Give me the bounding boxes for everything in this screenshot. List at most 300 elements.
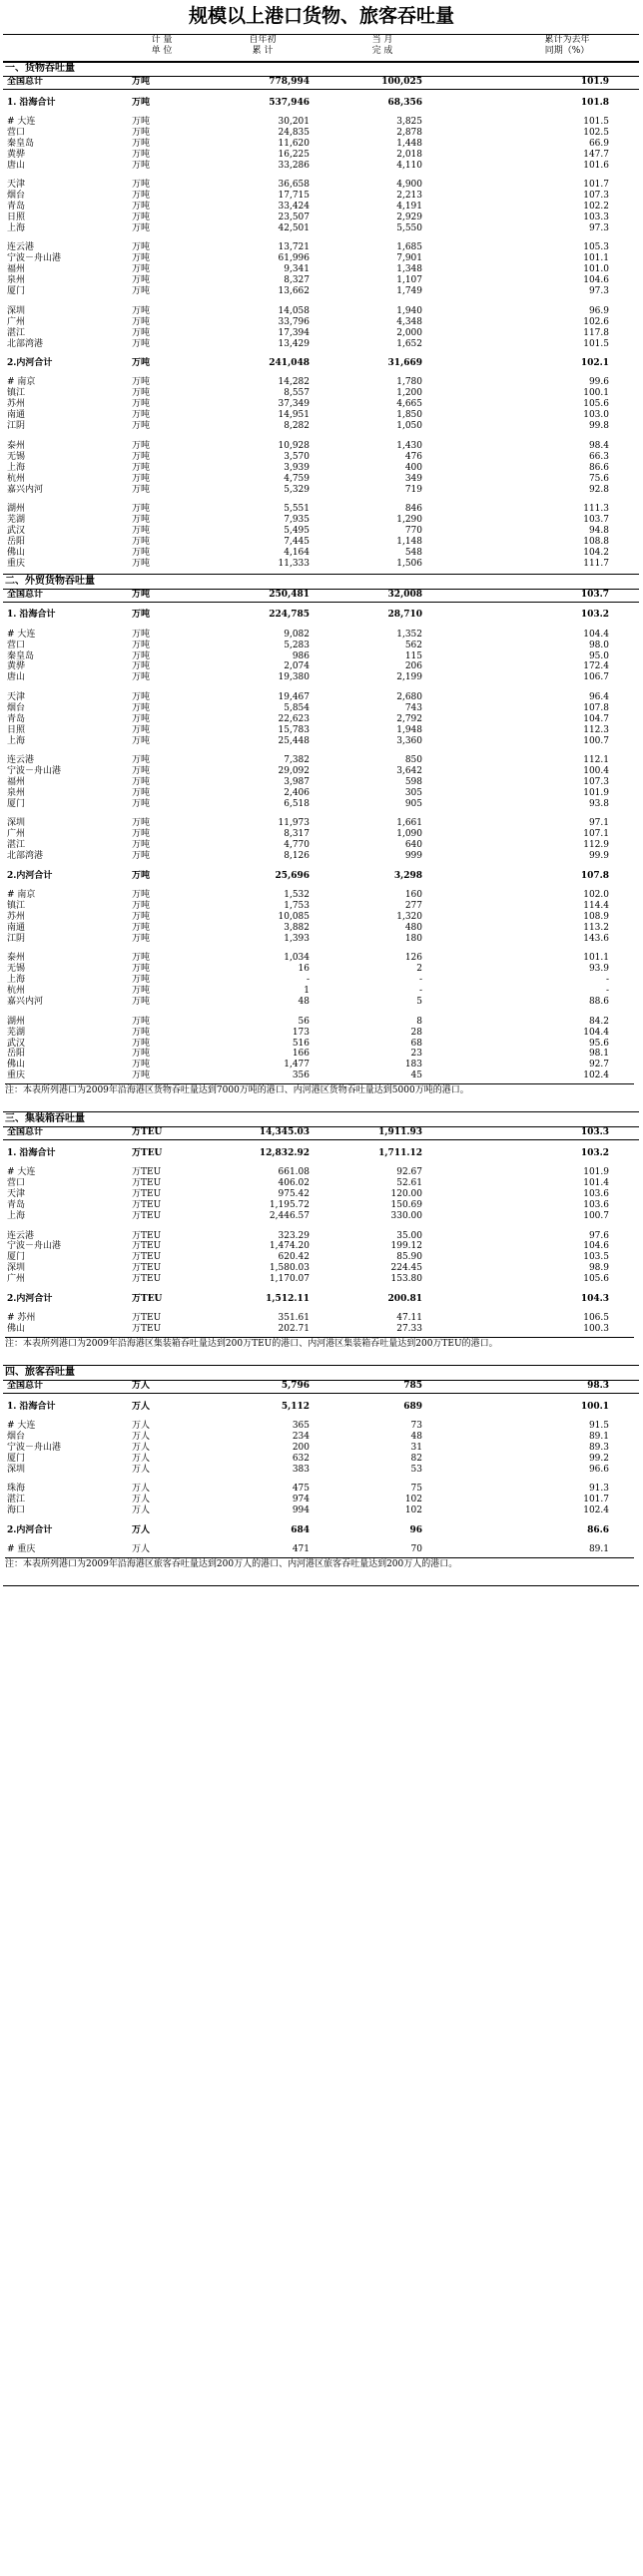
table-row — [3, 559, 639, 570]
port-name: 嘉兴内河 — [7, 484, 44, 495]
pct-cell: 112.1 — [583, 755, 609, 766]
ytd-cell: 22,623 — [278, 713, 310, 724]
pct-cell: 103.6 — [583, 1189, 609, 1200]
table-row — [3, 975, 639, 986]
pct-cell: 107.3 — [583, 191, 609, 202]
ytd-cell: 8,282 — [284, 421, 310, 432]
unit-cell: 万吨 — [132, 180, 151, 191]
unit-cell: 万吨 — [132, 702, 151, 713]
ytd-cell: 5,283 — [284, 640, 310, 650]
month-cell: 82 — [410, 1453, 422, 1464]
port-name: 1. 沿海合计 — [7, 610, 56, 621]
unit-cell: 万吨 — [132, 338, 151, 349]
pct-cell: 103.0 — [583, 410, 609, 421]
ytd-cell: 29,092 — [278, 766, 310, 777]
pct-cell: 103.7 — [583, 514, 609, 525]
port-name: 日照 — [7, 213, 26, 223]
unit-cell: 万吨 — [132, 661, 151, 672]
month-cell: 785 — [403, 1381, 422, 1392]
month-cell: 1,090 — [396, 829, 422, 840]
pct-cell: 104.3 — [580, 1293, 609, 1304]
month-cell: 476 — [404, 451, 422, 462]
table-row — [3, 1484, 639, 1495]
pct-cell: 111.3 — [583, 503, 609, 514]
unit-cell: 万吨 — [132, 640, 151, 650]
ytd-cell: 7,935 — [284, 514, 310, 525]
port-name: 南通 — [7, 922, 26, 933]
pct-cell: 86.6 — [588, 462, 609, 473]
section-title-text: 二、外贸货物吞吐量 — [5, 575, 95, 587]
unit-cell: 万吨 — [132, 986, 151, 997]
port-name: 烟台 — [7, 702, 26, 713]
header-month-line2: 完 成 — [371, 46, 393, 56]
ytd-cell: 14,345.03 — [259, 1127, 310, 1138]
table-row — [3, 275, 639, 286]
unit-cell: 万吨 — [132, 421, 151, 432]
ytd-cell: 14,058 — [278, 305, 310, 316]
table-note: 注：本表所列港口为2009年沿海港区货物吞吐量达到7000万吨的港口、内河港区货物吞吐量达到5000万吨的港口。 — [5, 1083, 634, 1096]
port-name: 黄骅 — [7, 661, 26, 672]
month-cell: 1,107 — [396, 275, 422, 286]
unit-cell: 万TEU — [132, 1263, 162, 1274]
month-cell: 5,550 — [396, 223, 422, 233]
unit-cell: 万吨 — [132, 316, 151, 327]
unit-cell: 万吨 — [132, 97, 151, 108]
port-name: 唐山 — [7, 160, 26, 171]
table-row — [3, 1525, 639, 1536]
header-unit-line1: 计 量 — [151, 35, 173, 45]
port-name: 杭州 — [7, 986, 26, 997]
pct-cell: 99.6 — [588, 377, 609, 388]
pct-cell: 96.9 — [588, 305, 609, 316]
month-cell: 548 — [404, 547, 422, 558]
ytd-cell: 14,951 — [278, 410, 310, 421]
table-row — [3, 1049, 639, 1060]
total-row — [3, 1379, 639, 1394]
ytd-cell: 1,474.20 — [269, 1241, 310, 1252]
month-cell: 8 — [416, 1016, 422, 1027]
pct-cell: 105.6 — [583, 399, 609, 410]
table-row — [3, 1402, 639, 1413]
port-name: 上海 — [7, 1211, 26, 1222]
month-cell: 120.00 — [390, 1189, 422, 1200]
port-name: 深圳 — [7, 305, 26, 316]
pct-cell: 107.3 — [583, 777, 609, 787]
ytd-cell: 24,835 — [278, 127, 310, 138]
port-name: 无锡 — [7, 451, 26, 462]
pct-cell: 105.6 — [583, 1274, 609, 1285]
port-name: 佛山 — [7, 1060, 26, 1071]
month-cell: 47.11 — [396, 1313, 422, 1324]
table-row — [3, 223, 639, 234]
port-name: 湛江 — [7, 1495, 26, 1505]
pct-cell: 101.9 — [580, 77, 609, 87]
table-row — [3, 1017, 639, 1028]
table-row — [3, 641, 639, 651]
unit-cell: 万人 — [132, 1442, 151, 1453]
ytd-cell: 8,557 — [284, 388, 310, 399]
unit-cell: 万吨 — [132, 399, 151, 410]
pct-cell: 113.2 — [583, 922, 609, 933]
unit-cell: 万吨 — [132, 305, 151, 316]
port-name: # 南京 — [7, 890, 36, 901]
unit-cell: 万吨 — [132, 724, 151, 735]
port-name: 湖州 — [7, 1016, 26, 1027]
table-row — [3, 1495, 639, 1505]
header-pct-line1: 累计为去年 — [544, 35, 590, 45]
unit-cell: 万吨 — [132, 191, 151, 202]
header-pct-line2: 同期（%） — [544, 46, 590, 56]
table-row — [3, 504, 639, 515]
month-cell: 1,948 — [396, 724, 422, 735]
pct-cell: 97.6 — [588, 1230, 609, 1241]
month-cell: 96 — [409, 1524, 422, 1535]
unit-cell: 万吨 — [132, 953, 151, 964]
month-cell: 70 — [410, 1544, 422, 1555]
ytd-cell: 4,759 — [284, 473, 310, 484]
header-unit — [132, 35, 192, 57]
unit-cell: 万吨 — [132, 377, 151, 388]
port-name: 佛山 — [7, 547, 26, 558]
port-name: 秦皇岛 — [7, 138, 35, 149]
unit-cell: 万吨 — [132, 202, 151, 213]
port-name: 佛山 — [7, 1324, 26, 1335]
table-row — [3, 840, 639, 851]
month-cell: 4,348 — [396, 316, 422, 327]
month-cell: 2,878 — [396, 127, 422, 138]
port-name: 岳阳 — [7, 536, 26, 547]
port-name: 泉州 — [7, 275, 26, 286]
pct-cell: 99.2 — [588, 1453, 609, 1464]
unit-cell: 万吨 — [132, 536, 151, 547]
pct-cell: 112.3 — [583, 724, 609, 735]
pct-cell: 107.8 — [580, 870, 609, 881]
ytd-cell: 48 — [298, 997, 310, 1008]
port-name: 泰州 — [7, 440, 26, 451]
port-name: 全国总计 — [7, 77, 44, 87]
ytd-cell: 471 — [292, 1544, 310, 1555]
unit-cell: 万人 — [132, 1524, 151, 1535]
pct-cell: 106.5 — [583, 1313, 609, 1324]
port-name: 1. 沿海合计 — [7, 97, 56, 108]
pct-cell: 172.4 — [583, 661, 609, 672]
ytd-cell: 241,048 — [269, 358, 310, 368]
unit-cell: 万吨 — [132, 787, 151, 798]
table-row — [3, 202, 639, 213]
port-name: 1. 沿海合计 — [7, 1401, 56, 1412]
unit-cell: 万TEU — [132, 1241, 162, 1252]
header-ytd — [223, 35, 303, 57]
pct-cell: 108.9 — [583, 912, 609, 922]
ytd-cell: 42,501 — [278, 223, 310, 233]
unit-cell: 万TEU — [132, 1324, 162, 1335]
pct-cell: 102.0 — [583, 890, 609, 901]
ytd-cell: 1 — [304, 986, 310, 997]
ytd-cell: 13,721 — [278, 242, 310, 253]
ytd-cell: 1,580.03 — [269, 1263, 310, 1274]
pct-cell: 101.0 — [583, 264, 609, 275]
month-cell: 4,191 — [396, 202, 422, 213]
month-cell: 73 — [410, 1421, 422, 1432]
pct-cell: 97.1 — [588, 818, 609, 829]
table-row — [3, 150, 639, 161]
ytd-cell: 13,429 — [278, 338, 310, 349]
table-row — [3, 1167, 639, 1178]
table-row — [3, 651, 639, 662]
pct-cell: 91.5 — [588, 1421, 609, 1432]
unit-cell: 万TEU — [132, 1313, 162, 1324]
month-cell: 85.90 — [396, 1252, 422, 1263]
month-cell: 32,008 — [387, 589, 422, 600]
total-row — [3, 1125, 639, 1140]
unit-cell: 万吨 — [132, 901, 151, 912]
ytd-cell: 16 — [298, 964, 310, 975]
month-cell: 999 — [404, 851, 422, 862]
unit-cell: 万吨 — [132, 933, 151, 944]
month-cell: 7,901 — [396, 253, 422, 264]
unit-cell: 万吨 — [132, 138, 151, 149]
month-cell: 400 — [404, 462, 422, 473]
pct-cell: 92.8 — [588, 484, 609, 495]
month-cell: 35.00 — [396, 1230, 422, 1241]
pct-cell: 88.6 — [588, 997, 609, 1008]
ytd-cell: 351.61 — [278, 1313, 310, 1324]
port-name: 全国总计 — [7, 1127, 44, 1138]
month-cell: 102 — [404, 1495, 422, 1505]
ytd-cell: 778,994 — [269, 77, 310, 87]
ytd-cell: 1,034 — [284, 953, 310, 964]
port-name: 武汉 — [7, 525, 26, 536]
pct-cell: 102.6 — [583, 316, 609, 327]
pct-cell: 103.3 — [583, 213, 609, 223]
ytd-cell: 19,467 — [278, 691, 310, 702]
ytd-cell: 620.42 — [278, 1252, 310, 1263]
month-cell: 31 — [410, 1442, 422, 1453]
port-name: 厦门 — [7, 1252, 26, 1263]
unit-cell: 万吨 — [132, 503, 151, 514]
unit-cell: 万吨 — [132, 358, 151, 368]
table-row — [3, 703, 639, 714]
ytd-cell: - — [306, 975, 310, 986]
header-ytd-line1: 自年初 — [249, 35, 277, 45]
pct-cell: 89.1 — [588, 1432, 609, 1442]
port-name: 芜湖 — [7, 1027, 26, 1038]
port-name: 青岛 — [7, 202, 26, 213]
ytd-cell: 3,570 — [284, 451, 310, 462]
unit-cell: 万TEU — [132, 1293, 163, 1304]
port-name: 上海 — [7, 462, 26, 473]
pct-cell: 107.8 — [583, 702, 609, 713]
table-row — [3, 725, 639, 736]
ytd-cell: 5,796 — [281, 1381, 310, 1392]
page-title: 规模以上港口货物、旅客吞吐量 — [188, 5, 454, 27]
table-row — [3, 1505, 639, 1516]
port-name: 2.内河合计 — [7, 1524, 53, 1535]
unit-cell: 万吨 — [132, 1049, 151, 1060]
ytd-cell: 19,380 — [278, 672, 310, 683]
table-row — [3, 871, 639, 882]
unit-cell: 万吨 — [132, 388, 151, 399]
month-cell: 183 — [404, 1060, 422, 1071]
table-row — [3, 441, 639, 452]
section-title-text: 三、集装箱吞吐量 — [5, 1113, 85, 1125]
pct-cell: 112.9 — [583, 840, 609, 851]
port-name: 深圳 — [7, 818, 26, 829]
header-ytd-line2: 累 计 — [252, 46, 274, 56]
ytd-cell: 8,327 — [284, 275, 310, 286]
ytd-cell: 7,445 — [284, 536, 310, 547]
ytd-cell: 173 — [292, 1027, 310, 1038]
pct-cell: 108.8 — [583, 536, 609, 547]
month-cell: 1,850 — [396, 410, 422, 421]
port-name: 广州 — [7, 316, 26, 327]
port-name: 镇江 — [7, 388, 26, 399]
port-name: 2.内河合计 — [7, 1293, 53, 1304]
port-name: 天津 — [7, 180, 26, 191]
pct-cell: 104.6 — [583, 1241, 609, 1252]
pct-cell: 97.3 — [588, 286, 609, 297]
table-row — [3, 934, 639, 945]
ytd-cell: 8,317 — [284, 829, 310, 840]
table-row — [3, 1313, 639, 1324]
pct-cell: 102.4 — [583, 1505, 609, 1516]
table-row — [3, 452, 639, 463]
pct-cell: 66.9 — [588, 138, 609, 149]
port-name: 2.内河合计 — [7, 358, 53, 368]
port-name: 深圳 — [7, 1263, 26, 1274]
table-row — [3, 180, 639, 191]
port-name: 珠海 — [7, 1484, 26, 1495]
pct-cell: 101.9 — [583, 787, 609, 798]
table-row — [3, 692, 639, 703]
month-cell: 200.81 — [387, 1293, 422, 1304]
table-row — [3, 1039, 639, 1050]
table-row — [3, 901, 639, 912]
month-cell: 1,290 — [396, 514, 422, 525]
ytd-cell: 4,770 — [284, 840, 310, 851]
pct-cell: 100.4 — [583, 766, 609, 777]
ytd-cell: 30,201 — [278, 116, 310, 127]
table-header — [3, 34, 639, 63]
ytd-cell: 25,696 — [275, 870, 310, 881]
month-cell: 2 — [416, 964, 422, 975]
month-cell: 2,018 — [396, 149, 422, 160]
ytd-cell: 1,512.11 — [266, 1293, 310, 1304]
table-row — [3, 714, 639, 725]
ytd-cell: 56 — [298, 1016, 310, 1027]
ytd-cell: 202.71 — [278, 1324, 310, 1335]
port-name: 泉州 — [7, 787, 26, 798]
pct-cell: 103.7 — [580, 589, 609, 600]
port-name: 北部湾港 — [7, 338, 44, 349]
ytd-cell: 516 — [292, 1038, 310, 1049]
unit-cell: 万吨 — [132, 650, 151, 661]
month-cell: 4,110 — [396, 160, 422, 171]
table-row — [3, 1544, 639, 1555]
ytd-cell: 2,446.57 — [269, 1211, 310, 1222]
ytd-cell: 3,939 — [284, 462, 310, 473]
table-row — [3, 964, 639, 975]
port-name: 南通 — [7, 410, 26, 421]
pct-cell: 91.3 — [588, 1484, 609, 1495]
month-cell: 1,352 — [396, 629, 422, 640]
month-cell: 115 — [404, 650, 422, 661]
unit-cell: 万吨 — [132, 922, 151, 933]
month-cell: 160 — [404, 890, 422, 901]
table-row — [3, 986, 639, 997]
port-name: 日照 — [7, 724, 26, 735]
month-cell: 850 — [404, 755, 422, 766]
month-cell: 48 — [410, 1432, 422, 1442]
unit-cell: 万吨 — [132, 149, 151, 160]
table-row — [3, 851, 639, 862]
unit-cell: 万人 — [132, 1453, 151, 1464]
month-cell: 92.67 — [396, 1167, 422, 1178]
port-name: 厦门 — [7, 798, 26, 809]
unit-cell: 万吨 — [132, 547, 151, 558]
ytd-cell: 11,620 — [278, 138, 310, 149]
table-row — [3, 463, 639, 474]
ytd-cell: 5,112 — [281, 1401, 310, 1412]
month-cell: 770 — [404, 525, 422, 536]
ytd-cell: 13,662 — [278, 286, 310, 297]
port-name: 营口 — [7, 1178, 26, 1189]
unit-cell: 万吨 — [132, 777, 151, 787]
table-row — [3, 306, 639, 317]
ytd-cell: 5,329 — [284, 484, 310, 495]
ytd-cell: 23,507 — [278, 213, 310, 223]
ytd-cell: 33,796 — [278, 316, 310, 327]
unit-cell: 万吨 — [132, 525, 151, 536]
port-name: 烟台 — [7, 1432, 26, 1442]
unit-cell: 万吨 — [132, 912, 151, 922]
month-cell: 68,356 — [387, 97, 422, 108]
ytd-cell: 14,282 — [278, 377, 310, 388]
unit-cell: 万人 — [132, 1432, 151, 1442]
pct-cell: 101.1 — [583, 253, 609, 264]
port-name: 杭州 — [7, 473, 26, 484]
ytd-cell: 61,996 — [278, 253, 310, 264]
pct-cell: 98.1 — [588, 1049, 609, 1060]
ytd-cell: 25,448 — [278, 735, 310, 746]
month-cell: 846 — [404, 503, 422, 514]
pct-cell: 101.8 — [580, 97, 609, 108]
pct-cell: 100.7 — [583, 735, 609, 746]
pct-cell: 101.5 — [583, 338, 609, 349]
unit-cell: 万吨 — [132, 870, 151, 881]
unit-cell: 万人 — [132, 1421, 151, 1432]
header-month-line1: 当 月 — [371, 35, 393, 45]
unit-cell: 万吨 — [132, 890, 151, 901]
table-row — [3, 630, 639, 641]
table-row — [3, 339, 639, 350]
pct-cell: 147.7 — [583, 149, 609, 160]
port-name: # 重庆 — [7, 1544, 36, 1555]
port-name: # 大连 — [7, 1167, 36, 1178]
port-name: 福州 — [7, 777, 26, 787]
ytd-cell: 10,928 — [278, 440, 310, 451]
pct-cell: 101.1 — [583, 953, 609, 964]
port-name: 重庆 — [7, 558, 26, 569]
unit-cell: 万吨 — [132, 253, 151, 264]
ytd-cell: 15,783 — [278, 724, 310, 735]
month-cell: 2,000 — [396, 327, 422, 338]
ytd-cell: 475 — [292, 1484, 310, 1495]
port-name: 湛江 — [7, 840, 26, 851]
table-row — [3, 1465, 639, 1476]
pct-cell: 104.4 — [583, 1027, 609, 1038]
table-row — [3, 1060, 639, 1071]
